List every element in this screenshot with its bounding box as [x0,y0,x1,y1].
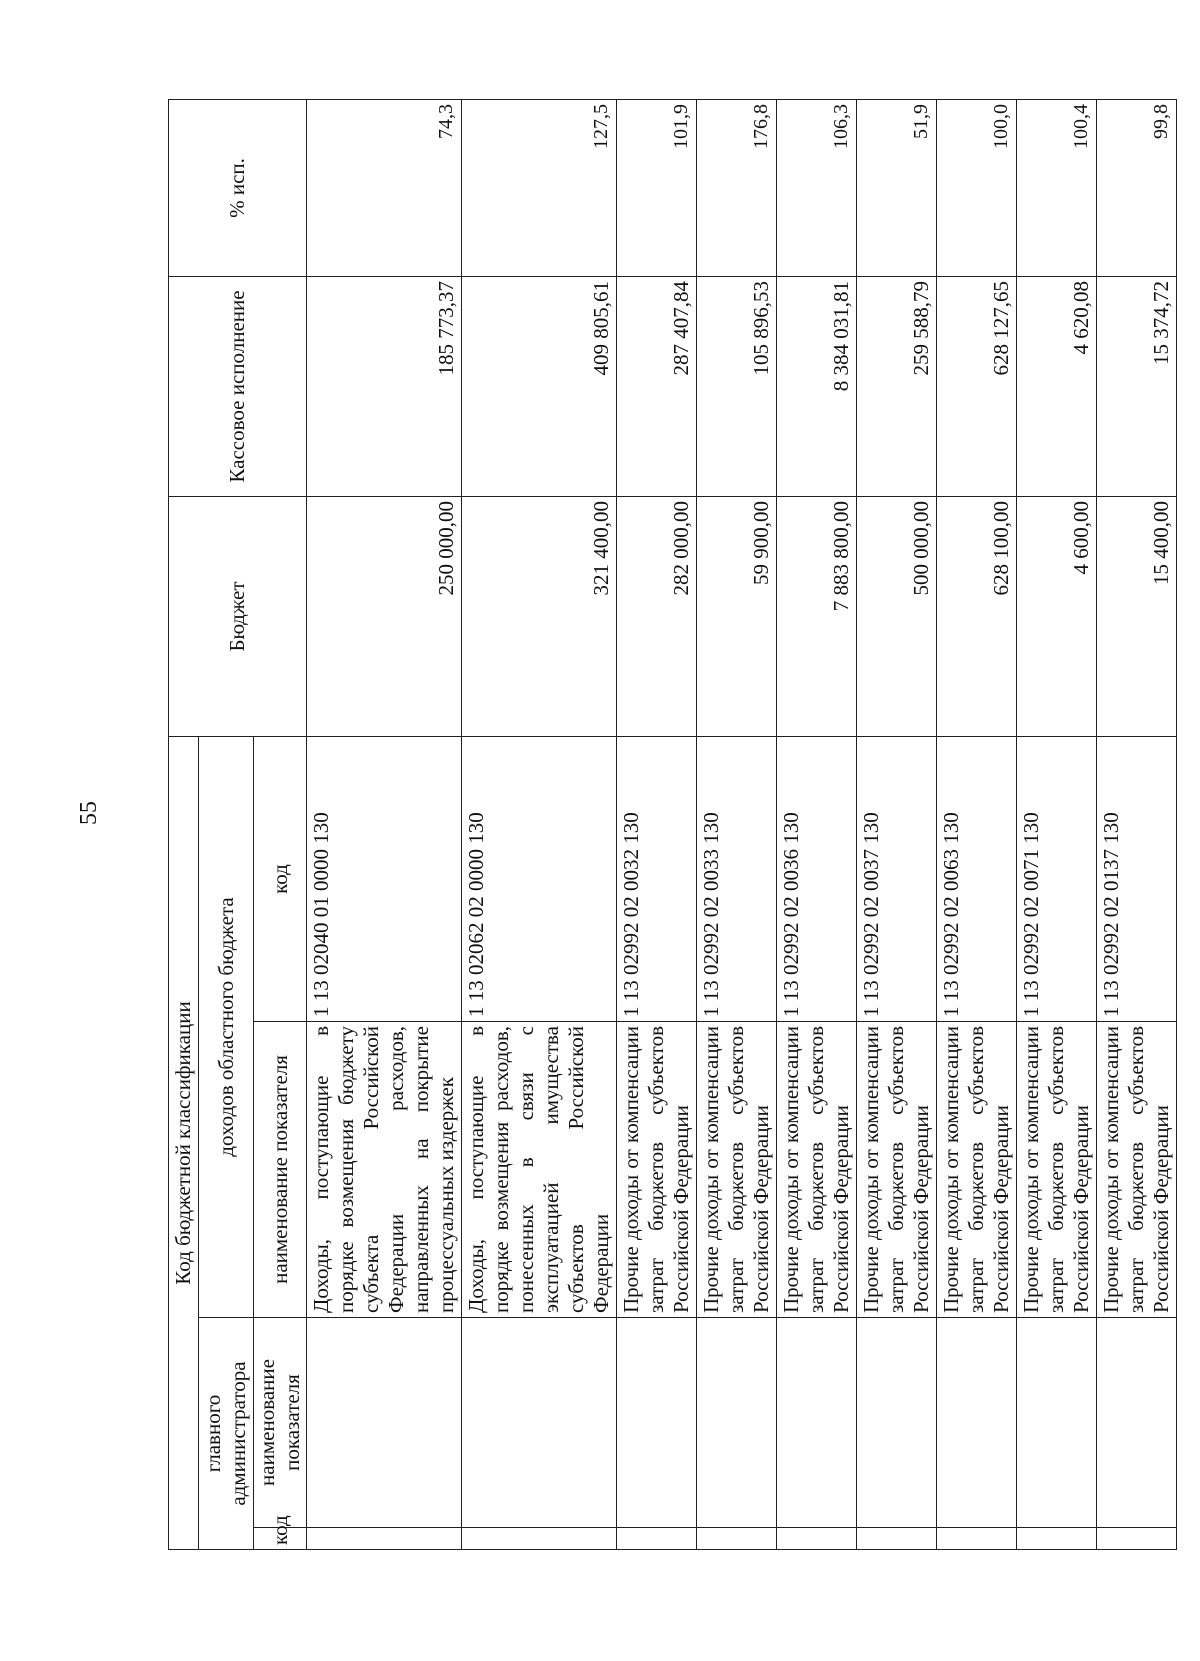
percent-cell: 74,3 [307,99,462,276]
header-main-admin: главного администратора [199,1318,254,1550]
cash-execution-cell: 185 773,37 [307,276,462,496]
admin-name-cell [1097,1318,1177,1528]
cash-execution-cell: 15 374,72 [1097,276,1177,496]
budget-code-cell: 1 13 02992 02 0032 130 [617,736,697,1021]
percent-cell: 100,4 [1017,99,1097,276]
admin-name-cell [937,1318,1017,1528]
header-admin-indicator-name: наименование показателя [254,1318,307,1528]
table-body [307,99,1177,1549]
percent-cell: 99,8 [1097,99,1177,276]
budget-value-cell: 500 000,00 [857,496,937,736]
indicator-name-cell: Прочие доходы от компенсации затрат бюджетов субъектов Российской Федерации [777,1022,857,1318]
admin-code-cell [307,1528,462,1550]
admin-code-cell [1017,1528,1097,1550]
header-regional-income: доходов областного бюджета [199,736,254,1317]
header-cash-execution: Кассовое исполнение [169,276,307,496]
budget-code-cell: 1 13 02992 02 0063 130 [937,736,1017,1021]
header-admin-code: код [254,1528,307,1550]
budget-value-cell: 321 400,00 [462,496,617,736]
header-income-indicator-name: наименование показателя [254,1022,307,1318]
table-row [697,99,777,1549]
budget-income-table [168,99,1177,1550]
budget-value-cell: 15 400,00 [1097,496,1177,736]
indicator-name-cell: Доходы, поступающие в порядке возмещения расходов, понесенных в связи с эксплуатацией имущества субъектов Российской Федерации [462,1022,617,1318]
header-classification: Код бюджетной классификации [169,736,199,1549]
budget-code-cell: 1 13 02992 02 0137 130 [1097,736,1177,1021]
percent-cell: 127,5 [462,99,617,276]
indicator-name-cell: Прочие доходы от компенсации затрат бюджетов субъектов Российской Федерации [617,1022,697,1318]
budget-value-cell: 4 600,00 [1017,496,1097,736]
budget-value-cell: 628 100,00 [937,496,1017,736]
header-percent: % исп. [169,99,307,276]
admin-code-cell [462,1528,617,1550]
admin-code-cell [777,1528,857,1550]
admin-name-cell [857,1318,937,1528]
budget-code-cell: 1 13 02992 02 0071 130 [1017,736,1097,1021]
budget-value-cell: 282 000,00 [617,496,697,736]
rotated-table-wrapper [168,100,1173,1550]
cash-execution-cell: 409 805,61 [462,276,617,496]
header-budget: Бюджет [169,496,307,736]
budget-code-cell: 1 13 02040 01 0000 130 [307,736,462,1021]
percent-cell: 176,8 [697,99,777,276]
admin-code-cell [697,1528,777,1550]
indicator-name-cell: Прочие доходы от компенсации затрат бюджетов субъектов Российской Федерации [697,1022,777,1318]
budget-code-cell: 1 13 02992 02 0033 130 [697,736,777,1021]
header-income-code: код [254,736,307,1021]
percent-cell: 51,9 [857,99,937,276]
budget-value-cell: 59 900,00 [697,496,777,736]
indicator-name-cell: Доходы, поступающие в порядке возмещения бюджету субъекта Российской Федерации расходов, направленных на покрытие процессуальных издержек [307,1022,462,1318]
indicator-name-cell: Прочие доходы от компенсации затрат бюджетов субъектов Российской Федерации [1097,1022,1177,1318]
admin-code-cell [1097,1528,1177,1550]
cash-execution-cell: 4 620,08 [1017,276,1097,496]
table-row [462,99,617,1549]
admin-name-cell [462,1318,617,1528]
admin-name-cell [307,1318,462,1528]
page-number: 55 [76,801,102,825]
cash-execution-cell: 259 588,79 [857,276,937,496]
table-row [1097,99,1177,1549]
table-row [1017,99,1097,1549]
admin-name-cell [617,1318,697,1528]
admin-code-cell [937,1528,1017,1550]
table-row [307,99,462,1549]
admin-code-cell [617,1528,697,1550]
budget-code-cell: 1 13 02992 02 0036 130 [777,736,857,1021]
indicator-name-cell: Прочие доходы от компенсации затрат бюджетов субъектов Российской Федерации [1017,1022,1097,1318]
admin-name-cell [777,1318,857,1528]
admin-code-cell [857,1528,937,1550]
percent-cell: 101,9 [617,99,697,276]
budget-code-cell: 1 13 02062 02 0000 130 [462,736,617,1021]
percent-cell: 100,0 [937,99,1017,276]
cash-execution-cell: 628 127,65 [937,276,1017,496]
budget-value-cell: 250 000,00 [307,496,462,736]
indicator-name-cell: Прочие доходы от компенсации затрат бюджетов субъектов Российской Федерации [857,1022,937,1318]
budget-code-cell: 1 13 02992 02 0037 130 [857,736,937,1021]
table-row [857,99,937,1549]
admin-name-cell [1017,1318,1097,1528]
cash-execution-cell: 105 896,53 [697,276,777,496]
cash-execution-cell: 8 384 031,81 [777,276,857,496]
indicator-name-cell: Прочие доходы от компенсации затрат бюджетов субъектов Российской Федерации [937,1022,1017,1318]
budget-value-cell: 7 883 800,00 [777,496,857,736]
admin-name-cell [697,1318,777,1528]
table-row [617,99,697,1549]
table-row [777,99,857,1549]
table-row [937,99,1017,1549]
cash-execution-cell: 287 407,84 [617,276,697,496]
percent-cell: 106,3 [777,99,857,276]
